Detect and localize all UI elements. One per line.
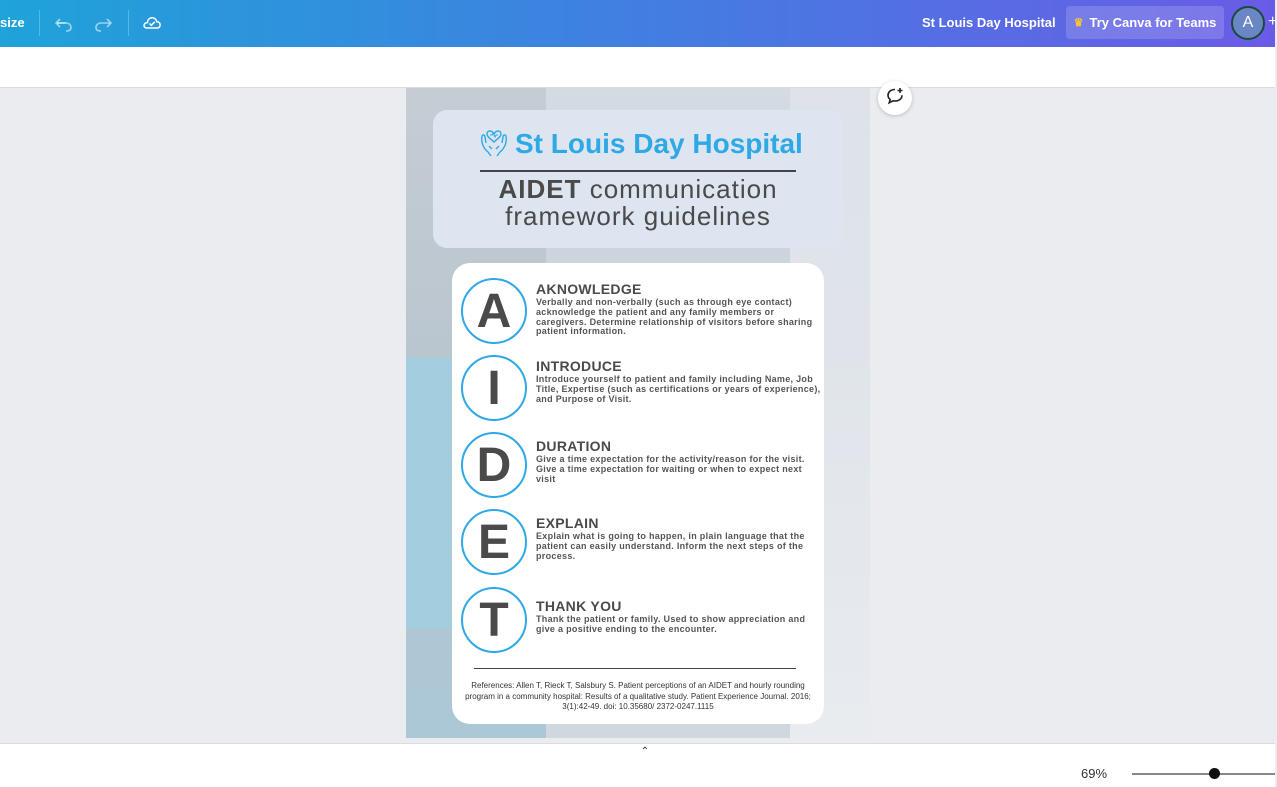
item-title: EXPLAIN: [536, 515, 599, 531]
references-text: References: Allen T, Rieck T, Salsbury S. Patient perceptions of an AIDET and hourly rounding program in a community hospital: Results of a qualitative study. Patient Experience Journal. 2016; 3(1):42-49. doi: 10.35680/ 2372-0247.1115: [465, 681, 811, 712]
letter-circle: T: [461, 587, 527, 653]
resize-button[interactable]: size: [0, 15, 25, 30]
subtitle-bold: AIDET: [498, 174, 582, 204]
item-description: Give a time expectation for the activity/reason for the visit. Give a time expectation for waiting or when to expect next visit: [536, 454, 805, 484]
add-comment-button[interactable]: [878, 81, 912, 115]
undo-icon[interactable]: [52, 11, 76, 35]
toolbar-divider: [128, 10, 129, 36]
zoom-slider-thumb[interactable]: [1209, 768, 1220, 779]
comment-plus-icon: [885, 86, 905, 111]
list-item[interactable]: [461, 432, 821, 502]
item-description: Introduce yourself to patient and family including Name, Job Title, Expertise (such as certifications or years of experience), and Purpose of Visit.: [536, 374, 821, 404]
item-title: THANK YOU: [536, 598, 622, 614]
item-title: INTRODUCE: [536, 358, 622, 374]
item-description: Verbally and non-verbally (such as through eye contact) acknowledge the patient and any family members or caregivers. Determine relationship of visitors before sharing patient information.: [536, 297, 813, 337]
item-description: Thank the patient or family. Used to show appreciation and give a positive ending to the encounter.: [536, 614, 806, 634]
list-item[interactable]: [461, 509, 821, 579]
framework-subtitle: [433, 176, 843, 230]
editor-topbar: [0, 0, 1275, 47]
expand-pages-button[interactable]: [614, 744, 676, 758]
redo-icon[interactable]: [91, 11, 115, 35]
zoom-slider-track[interactable]: [1132, 773, 1275, 775]
try-teams-button[interactable]: [1066, 6, 1224, 39]
toolbar-divider: [39, 10, 40, 36]
avatar[interactable]: A: [1231, 6, 1265, 40]
letter-circle: A: [461, 278, 527, 344]
design-page[interactable]: [406, 88, 870, 738]
list-item[interactable]: [461, 355, 821, 425]
try-teams-label: Try Canva for Teams: [1089, 15, 1217, 30]
subtitle-rest: communication: [589, 174, 778, 204]
crown-icon: ♛: [1073, 17, 1084, 29]
cloud-saved-icon[interactable]: [140, 11, 164, 35]
header-divider: [480, 170, 796, 172]
aidet-list-card[interactable]: [452, 263, 824, 724]
references-divider: [474, 668, 796, 669]
letter-circle: E: [461, 509, 527, 575]
item-description: Explain what is going to happen, in plain language that the patient can easily understand. Inform the next steps of the process.: [536, 531, 805, 561]
subtitle-line2: framework guidelines: [505, 201, 771, 231]
document-title[interactable]: St Louis Day Hospital: [922, 15, 1056, 30]
item-title: DURATION: [536, 438, 612, 454]
editor-context-toolbar: [0, 47, 1275, 88]
list-item[interactable]: [461, 587, 821, 657]
letter-circle: I: [461, 355, 527, 421]
hospital-name: St Louis Day Hospital: [515, 127, 803, 159]
zoom-percentage[interactable]: 69%: [1081, 766, 1108, 781]
letter-circle: D: [461, 432, 527, 498]
hospital-logo-icon: [479, 124, 509, 163]
chevron-up-icon: ⌃: [640, 745, 650, 757]
list-item[interactable]: [461, 278, 821, 348]
header-card[interactable]: [433, 110, 843, 248]
add-member-icon[interactable]: +: [1268, 13, 1277, 30]
item-title: AKNOWLEDGE: [536, 281, 642, 297]
